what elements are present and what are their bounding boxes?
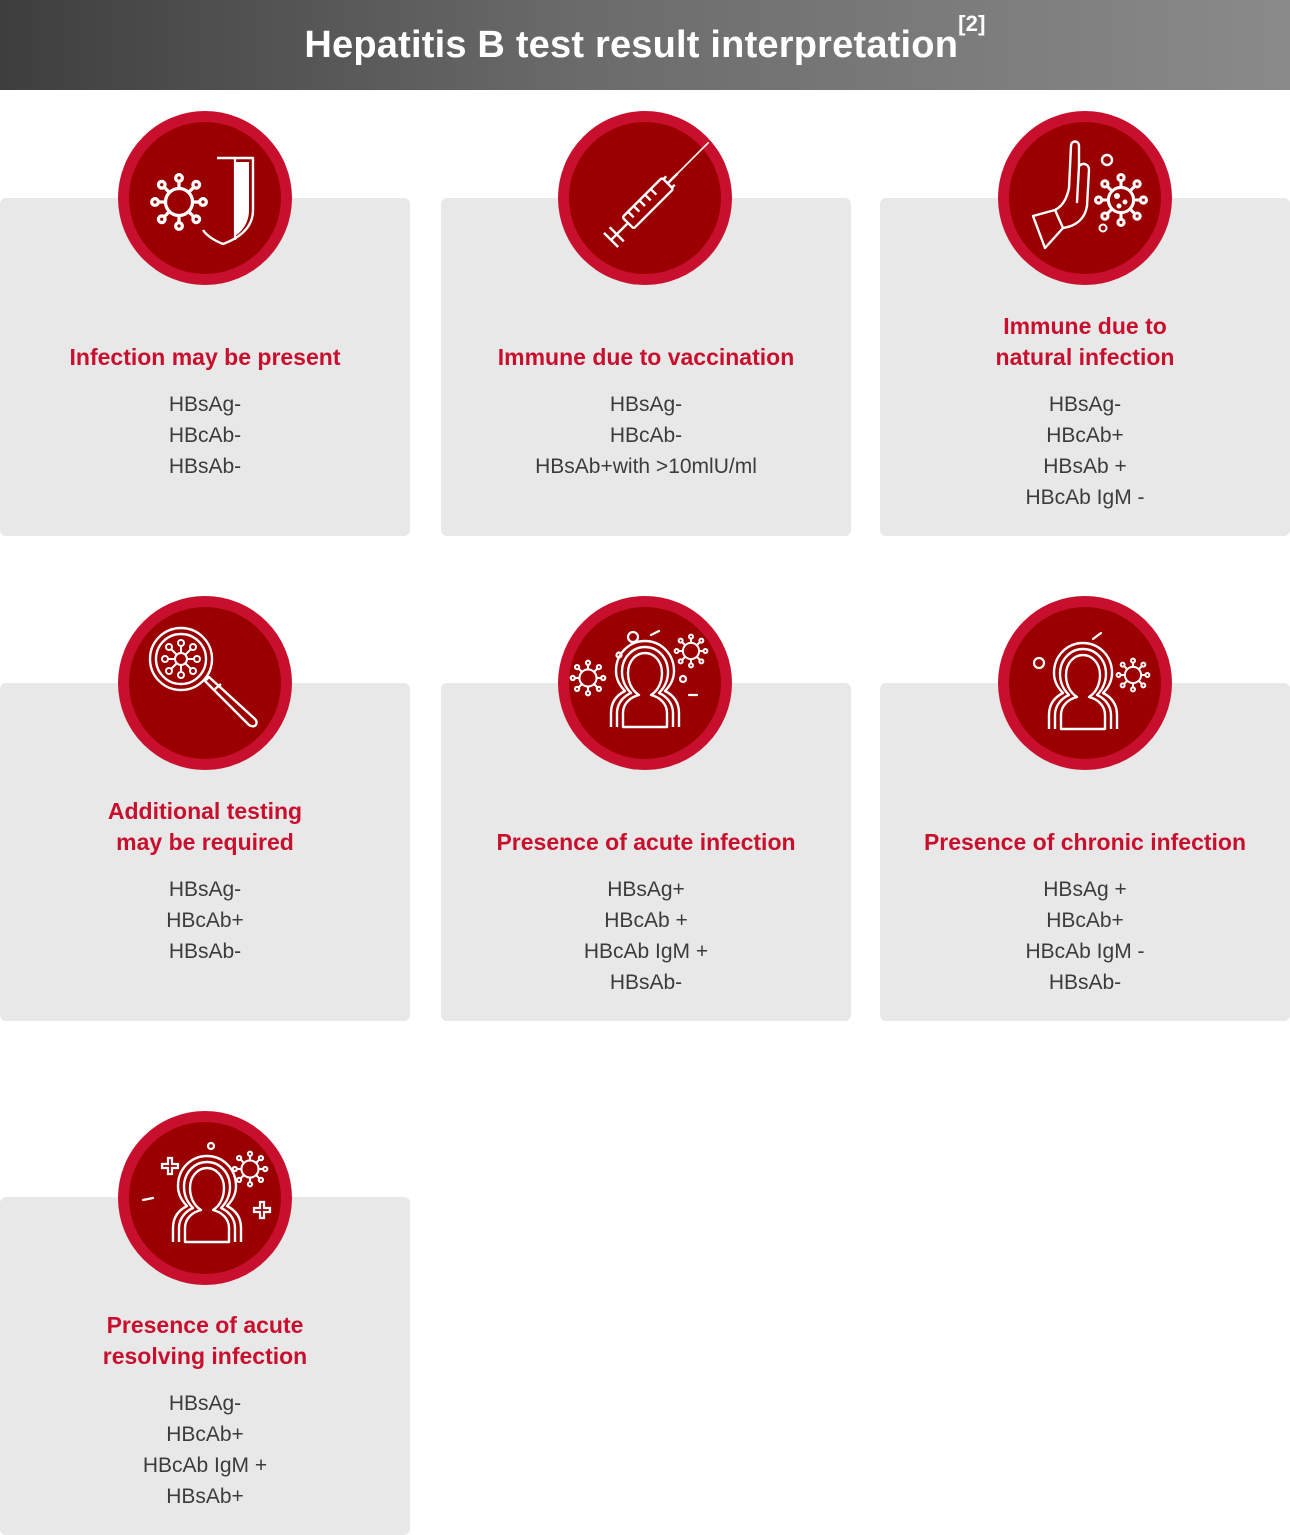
card-title <box>0 1310 410 1372</box>
card-title-line: natural infection <box>995 344 1175 370</box>
card-title-line: Presence of chronic infection <box>923 829 1247 855</box>
result-line: HBsAg- <box>168 878 242 901</box>
card-title-line: Immune due to vaccination <box>497 344 795 370</box>
virus-shield-icon <box>117 110 293 286</box>
result-line: HBsAg- <box>168 393 242 416</box>
result-line: HBsAb- <box>1048 971 1122 994</box>
page-title <box>0 0 1290 90</box>
result-line: HBcAb IgM - <box>1025 486 1145 509</box>
card-title <box>441 827 851 858</box>
card-results <box>0 389 410 482</box>
result-line: HBsAb+ <box>166 1485 244 1508</box>
card-results <box>441 389 851 482</box>
card-results <box>880 389 1290 513</box>
result-line: HBcAb- <box>168 424 242 447</box>
person-plus-virus-icon <box>117 1110 293 1286</box>
card-title <box>441 342 851 373</box>
result-line: HBcAb+ <box>166 909 244 932</box>
result-line: HBsAb- <box>609 971 683 994</box>
result-line: HBcAb IgM + <box>583 940 709 963</box>
result-line: HBcAb IgM + <box>142 1454 268 1477</box>
card-title-line: Presence of acute infection <box>496 829 796 855</box>
result-line: HBcAb + <box>604 909 688 932</box>
card-title <box>880 827 1290 858</box>
result-line: HBsAg- <box>168 1392 242 1415</box>
result-line: HBsAg- <box>1048 393 1122 416</box>
result-line: HBsAb+with >10mlU/ml <box>535 455 757 478</box>
syringe-icon <box>557 110 733 286</box>
card-title-line: resolving infection <box>102 1343 308 1369</box>
result-line: HBcAb- <box>609 424 683 447</box>
card-title <box>880 311 1290 373</box>
card-title <box>0 342 410 373</box>
card-results <box>0 1388 410 1512</box>
result-line: HBcAb IgM - <box>1025 940 1145 963</box>
result-line: HBsAb + <box>1043 455 1127 478</box>
person-many-viruses-icon <box>557 595 733 771</box>
result-line: HBcAb+ <box>1046 909 1124 932</box>
card-title <box>0 796 410 858</box>
result-line: HBsAg- <box>609 393 683 416</box>
card-title-line: Additional testing <box>107 798 303 824</box>
result-line: HBsAb- <box>168 455 242 478</box>
card-title-line: Infection may be present <box>69 344 341 370</box>
page-title-text: Hepatitis B test result interpretation <box>304 24 959 66</box>
card-title-line: may be required <box>116 829 294 855</box>
result-line: HBcAb+ <box>1046 424 1124 447</box>
hand-stop-virus-icon <box>997 110 1173 286</box>
card-results <box>0 874 410 967</box>
card-title-line: Immune due to <box>1003 313 1167 339</box>
page-header <box>0 0 1290 90</box>
card-results <box>441 874 851 998</box>
result-line: HBsAb- <box>168 940 242 963</box>
card-results <box>880 874 1290 998</box>
magnifier-virus-icon <box>117 595 293 771</box>
card-title-line: Presence of acute <box>106 1312 304 1338</box>
person-virus-icon <box>997 595 1173 771</box>
result-line: HBsAg+ <box>607 878 685 901</box>
result-line: HBsAg + <box>1043 878 1127 901</box>
reference-marker: [2] <box>958 11 986 36</box>
result-line: HBcAb+ <box>166 1423 244 1446</box>
